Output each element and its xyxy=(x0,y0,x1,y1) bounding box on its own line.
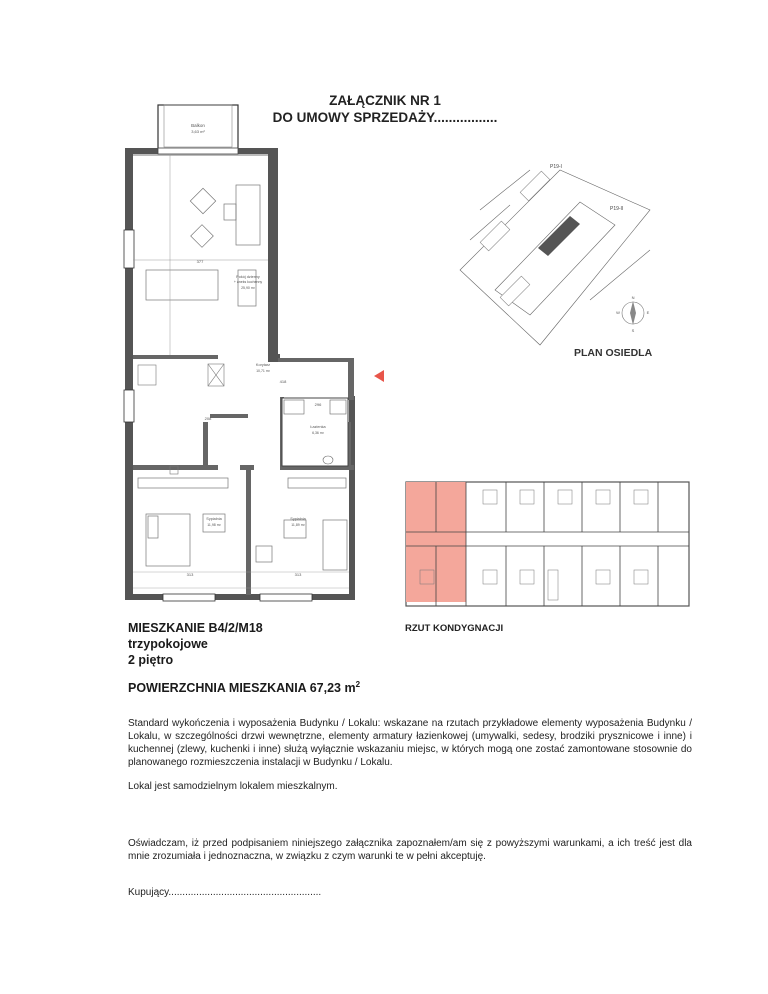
bedroom2-area: 11,89 m² xyxy=(291,523,305,527)
entrance-marker-icon xyxy=(374,370,384,382)
area-label: POWIERZCHNIA MIESZKANIA 67,23 m xyxy=(128,681,356,696)
living-area: 25,90 m² xyxy=(241,286,255,290)
living-name: Pokój dzienny xyxy=(236,275,260,279)
bedroom1-furniture xyxy=(138,478,228,566)
apartment-floor-plan xyxy=(108,100,398,610)
independent-paragraph: Lokal jest samodzielnym lokalem mieszkalnym. xyxy=(128,781,338,792)
site-plan xyxy=(440,150,670,350)
svg-text:E: E xyxy=(646,310,650,315)
dim-313-a: 313 xyxy=(186,572,194,577)
apartment-name: MIESZKANIE B4/2/M18 xyxy=(128,621,263,635)
building-label-1: P19-I xyxy=(550,164,562,170)
bedroom1-area: 11,98 m² xyxy=(207,523,221,527)
balcony-area: 3,63 m² xyxy=(191,129,205,134)
dim-296: 296 xyxy=(314,402,322,407)
dim-418: 418 xyxy=(279,379,287,384)
apartment-rooms: trzypokojowe xyxy=(128,637,208,651)
window-bottom-2 xyxy=(260,594,312,601)
svg-text:S: S xyxy=(631,328,635,333)
dim-208: 208 xyxy=(204,416,212,421)
site-outline xyxy=(460,170,650,345)
balcony-name: Balkon xyxy=(191,123,205,128)
dim-313-b: 313 xyxy=(294,572,302,577)
apartment-info xyxy=(128,620,263,668)
window-left-1 xyxy=(124,230,134,268)
bathroom-name: Łazienka xyxy=(310,425,326,429)
buyer-signature-line: Kupujący....................................................... xyxy=(128,887,322,898)
bedroom2-name: Sypialnia xyxy=(290,517,306,521)
hall-name: Korytarz xyxy=(255,363,271,367)
declaration-paragraph: Oświadczam, iż przed podpisaniem niniejszego załącznika zapoznałem/am się z powyższymi warunkami, a ich treść jest dla mnie zrozumiała i jednoznaczna, w związku z czym warunki te w pełni akceptuję. xyxy=(128,838,692,862)
floor-overview-label: RZUT KONDYGNACJI xyxy=(405,623,504,634)
floor-overview-plan xyxy=(398,470,698,610)
building-label-2: P19-II xyxy=(610,206,624,212)
svg-text:W: W xyxy=(616,310,620,315)
building-highlight xyxy=(538,216,580,256)
right-wall-upper xyxy=(268,148,278,362)
title-line-1: ZAŁĄCZNIK NR 1 xyxy=(329,93,441,108)
outer-walls xyxy=(125,148,355,600)
apartment-area xyxy=(128,680,360,695)
compass-icon xyxy=(616,295,650,333)
svg-text:N: N xyxy=(631,295,635,300)
site-plan-label: PLAN OSIEDLA xyxy=(574,347,653,359)
area-sup: 2 xyxy=(355,680,361,689)
standard-paragraph: Standard wykończenia i wyposażenia Budynku / Lokalu: wskazane na rzutach przykładowe elementy wyposażenia Budynku / Lokalu, w szczególności drzwi wewnętrzne, elementy armatury łazienkowej (umywalki, sedesy, brodziki prysznicowe i inne) i kuchennej (zlewy, kuchenki i inne) służą wyłącznie wskazaniu miejsc, w których mogą one zostać zamontowane stosownie do planowanego rozmieszczenia instalacji w Budynku / Lokalu. xyxy=(128,718,692,768)
hall-area: 10,71 m² xyxy=(256,369,270,373)
interior-walls xyxy=(133,355,354,595)
title-line-2: DO UMOWY SPRZEDAŻY................. xyxy=(272,110,498,125)
dim-377: 377 xyxy=(196,259,204,264)
window-bottom-1 xyxy=(163,594,215,601)
living-name-2: + aneks kuchenny xyxy=(233,280,263,284)
apartment-floor: 2 piętro xyxy=(128,653,174,667)
bedroom1-name: Sypialnia xyxy=(206,517,222,521)
window-left-2 xyxy=(124,390,134,422)
bathroom-area: 6,36 m² xyxy=(312,431,324,435)
